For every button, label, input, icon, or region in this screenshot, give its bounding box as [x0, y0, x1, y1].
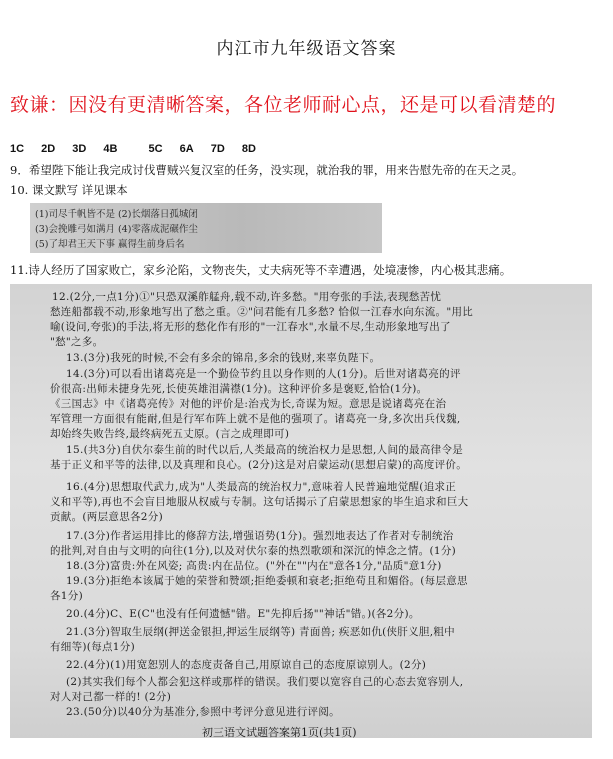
recitation-photo	[30, 203, 382, 253]
photo-text-line: 14.(3分)可以看出诸葛亮是一个勤俭节约且以身作则的人(1分)。后世对诸葛亮的评	[66, 368, 461, 380]
photo-text-line: 有细等)(每点1分)	[50, 641, 135, 653]
photo-text-line: 却始终失败告终,最终病死五丈原。(言之成理即可)	[50, 428, 290, 440]
page-footer: 初三语文试题答案第1页(共1页)	[202, 726, 357, 738]
photo-text-line: 18.(3分)富贵:外在风姿; 高贵:内在品位。("外在""内在"意各1分,"品质"意1分)	[66, 560, 442, 572]
photo-text-line: 对人对己都一样的! (2分)	[50, 691, 172, 703]
photo-text-line: 17.(3分)作者运用排比的修辞方法,增强语势(1分)。强烈地表达了作者对专制统治	[66, 530, 454, 542]
photo-text-line: (2)其实我们每个人都会犯这样或那样的错误。我们要以宽容自己的心态去宽容别人,	[66, 676, 464, 688]
photo-text-line: 《三国志》中《诸葛亮传》对他的评价是:治戎为长,奇谋为短。意思是说诸葛亮在治	[50, 398, 447, 410]
photo-text-line: 16.(4分)思想取代武力,成为"人类最高的统治权力",意味着人民普遍地觉醒(追求正	[66, 481, 457, 493]
answer-10: 10. 课文默写 详见课本	[10, 183, 128, 197]
answer-7: 7D	[210, 143, 225, 155]
photo-text-line: (1)司尽千帆皆不是 (2)长烟落日孤城闭	[35, 209, 198, 220]
photo-text-line: 各1分)	[50, 590, 83, 602]
answer-9: 9．希望陛下能让我完成讨伐曹贼兴复汉室的任务，没实现，就治我的罪，用来告慰先帝的在天之灵。	[10, 163, 524, 177]
answer-11: 11.诗人经历了国家败亡，家乡沦陷，文物丧失，丈夫病死等不幸遭遇，处境凄惨，内心极其悲痛。	[10, 263, 512, 277]
photo-text-line: "愁"之多。	[50, 336, 104, 348]
answer-4: 4B	[103, 143, 118, 155]
answer-1: 1C	[10, 143, 25, 155]
photo-text-line: 19.(3分)拒绝本该属于她的荣誉和赞颂;拒绝委顿和衰老;拒绝苟且和媚俗。(每层意思	[66, 575, 468, 587]
photo-text-line: 12.(2分,一点1分)①"只恐双溪舴艋舟,载不动,许多愁。"用夸张的手法,表现愁苦忧	[52, 291, 442, 303]
photo-text-line: 喻(设问,夸张)的手法,将无形的愁化作有形的"一江春水",水量不尽,生动形象地写出了	[50, 321, 451, 333]
answer-8: 8D	[241, 143, 256, 155]
photo-text-line: 价很高:出师未捷身先死,长使英雄泪满襟(1分)。这种评价多是褒贬,恰恰(1分)。	[50, 383, 428, 395]
answer-6: 6A	[179, 143, 194, 155]
answer-3: 3D	[72, 143, 87, 155]
photo-text-line: 的批判,对自由与文明的向往(1分),以及对伏尔泰的热烈歌颂和深沉的悼念之情。(1分)	[50, 545, 457, 557]
answer-5: 5C	[148, 143, 163, 155]
page-title: 内江市九年级语文答案	[216, 39, 397, 59]
answer-sheet-photo	[10, 284, 592, 738]
photo-text-line: 20.(4分)C、E(C"也没有任何遗憾"错。E"先抑后扬""神话"错。)(各2分)。	[66, 608, 420, 620]
photo-text-line: 22.(4分)(1)用宽恕别人的态度责备自己,用原谅自己的态度原谅别人。(2分)	[66, 659, 427, 671]
photo-text-line: 23.(50分)以40分为基准分,参照中考评分意见进行评阅。	[66, 706, 340, 718]
photo-text-line: (5)了却君王天下事 赢得生前身后名	[35, 239, 185, 250]
photo-text-line: 贡献。(两层意思各2分)	[50, 511, 163, 523]
photo-text-line: 基于正义和平等的法律,以及真理和良心。(2分)这是对启蒙运动(思想启蒙)的高度评价。	[50, 459, 468, 471]
photo-text-line: 义和平等),再也不会盲目地服从权威与专制。这句话揭示了启蒙思想家的毕生追求和巨大	[50, 496, 469, 508]
apology-notice: 致谦：因没有更清晰答案，各位老师耐心点，还是可以看清楚的	[10, 94, 557, 116]
photo-text-line: 15.(共3分)自伏尔泰生前的时代以后,人类最高的统治权力是思想,人间的最高律令是	[66, 444, 464, 456]
choice-answers	[10, 143, 270, 155]
photo-text-line: 13.(3分)我死的时候,不会有多余的锦帛,多余的钱财,来辜负陛下。	[66, 352, 381, 364]
photo-text-line: 军管理一方面很有能耐,但是行军布阵上就不是他的强项了。诸葛亮一身,多次出兵伐魏,	[50, 413, 461, 425]
answer-2: 2D	[41, 143, 56, 155]
photo-text-line: (3)会挽雕弓如满月 (4)零落成泥碾作尘	[35, 224, 198, 235]
photo-text-line: 愁连船都载不动,形象地写出了愁之重。②"问君能有几多愁? 恰似一江春水向东流。"用比	[50, 306, 474, 318]
photo-text-line: 21.(3分)智取生辰纲(押送金银担,押运生辰纲等) 青面兽; 疾恶如仇(侠肝义胆,粗中	[66, 626, 455, 638]
